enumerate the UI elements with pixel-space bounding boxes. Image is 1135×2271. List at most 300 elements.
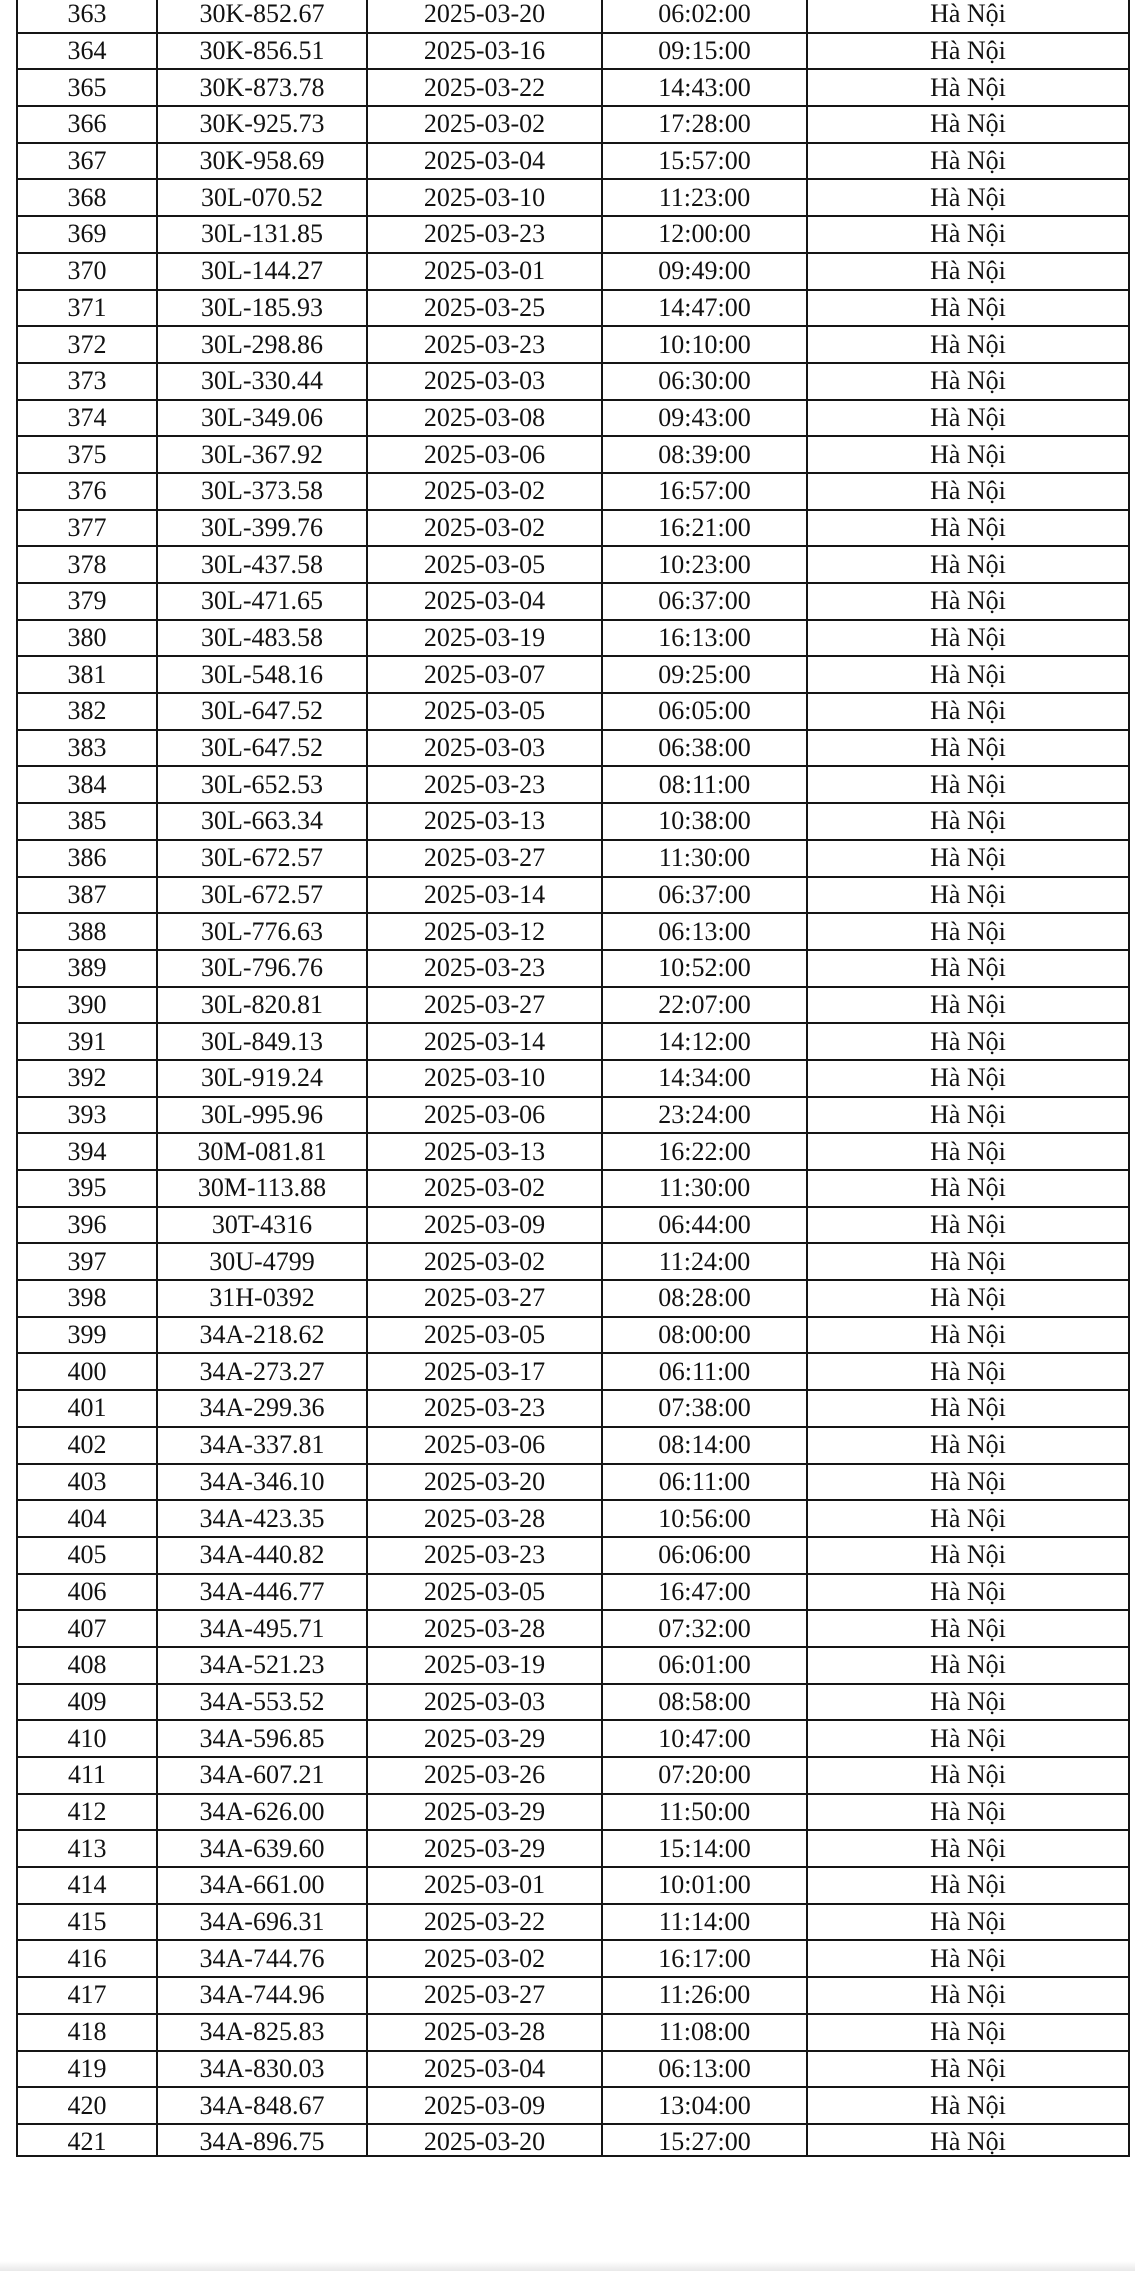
location-cell: Hà Nội [807,1097,1129,1134]
time-cell: 11:08:00 [602,2014,807,2051]
time-cell: 07:32:00 [602,1610,807,1647]
plate-cell: 30L-330.44 [157,363,367,400]
location-cell: Hà Nội [807,1170,1129,1207]
time-cell: 16:22:00 [602,1133,807,1170]
table-row [17,730,1129,767]
date-cell: 2025-03-06 [367,1097,602,1134]
table-row [17,1243,1129,1280]
plate-cell: 30L-796.76 [157,950,367,987]
date-cell: 2025-03-23 [367,216,602,253]
plate-cell: 34A-626.00 [157,1794,367,1831]
date-cell: 2025-03-13 [367,1133,602,1170]
table-row [17,913,1129,950]
table-row [17,1684,1129,1721]
location-cell: Hà Nội [807,69,1129,106]
table-row [17,33,1129,70]
date-cell: 2025-03-13 [367,803,602,840]
plate-cell: 30L-652.53 [157,766,367,803]
time-cell: 06:11:00 [602,1353,807,1390]
table-row [17,1537,1129,1574]
table-row [17,2051,1129,2088]
row-number-cell: 363 [17,0,157,33]
date-cell: 2025-03-09 [367,1207,602,1244]
plate-cell: 34A-596.85 [157,1720,367,1757]
location-cell: Hà Nội [807,1537,1129,1574]
time-cell: 08:39:00 [602,436,807,473]
date-cell: 2025-03-28 [367,1610,602,1647]
time-cell: 09:25:00 [602,656,807,693]
row-number-cell: 391 [17,1023,157,1060]
date-cell: 2025-03-27 [367,840,602,877]
time-cell: 22:07:00 [602,987,807,1024]
date-cell: 2025-03-26 [367,1757,602,1794]
location-cell: Hà Nội [807,1464,1129,1501]
table-row [17,363,1129,400]
plate-cell: 30L-849.13 [157,1023,367,1060]
table-row [17,326,1129,363]
table-row [17,1867,1129,1904]
plate-cell: 30L-373.58 [157,473,367,510]
table-row [17,1353,1129,1390]
location-cell: Hà Nội [807,436,1129,473]
date-cell: 2025-03-19 [367,1647,602,1684]
date-cell: 2025-03-28 [367,1500,602,1537]
date-cell: 2025-03-04 [367,583,602,620]
date-cell: 2025-03-02 [367,473,602,510]
time-cell: 06:38:00 [602,730,807,767]
date-cell: 2025-03-02 [367,1170,602,1207]
location-cell: Hà Nội [807,33,1129,70]
row-number-cell: 405 [17,1537,157,1574]
plate-cell: 30L-131.85 [157,216,367,253]
time-cell: 06:37:00 [602,877,807,914]
table-row [17,1060,1129,1097]
time-cell: 06:13:00 [602,2051,807,2088]
table-row [17,106,1129,143]
time-cell: 11:30:00 [602,1170,807,1207]
plate-cell: 30L-070.52 [157,179,367,216]
date-cell: 2025-03-03 [367,363,602,400]
location-cell: Hà Nội [807,106,1129,143]
row-number-cell: 369 [17,216,157,253]
plate-cell: 34A-521.23 [157,1647,367,1684]
date-cell: 2025-03-14 [367,877,602,914]
plate-cell: 30M-081.81 [157,1133,367,1170]
plate-cell: 34A-440.82 [157,1537,367,1574]
plate-cell: 30U-4799 [157,1243,367,1280]
row-number-cell: 367 [17,143,157,180]
row-number-cell: 413 [17,1830,157,1867]
location-cell: Hà Nội [807,913,1129,950]
table-row [17,950,1129,987]
date-cell: 2025-03-23 [367,950,602,987]
date-cell: 2025-03-04 [367,2051,602,2088]
table-row [17,1023,1129,1060]
table-row [17,693,1129,730]
table-row [17,656,1129,693]
plate-cell: 30K-925.73 [157,106,367,143]
table-row [17,877,1129,914]
location-cell: Hà Nội [807,730,1129,767]
plate-cell: 30L-349.06 [157,400,367,437]
location-cell: Hà Nội [807,1574,1129,1611]
table-row [17,1940,1129,1977]
time-cell: 06:13:00 [602,913,807,950]
plate-cell: 34A-346.10 [157,1464,367,1501]
location-cell: Hà Nội [807,1720,1129,1757]
time-cell: 15:57:00 [602,143,807,180]
table-row [17,1794,1129,1831]
row-number-cell: 373 [17,363,157,400]
table-row [17,216,1129,253]
location-cell: Hà Nội [807,1647,1129,1684]
plate-cell: 30M-113.88 [157,1170,367,1207]
plate-cell: 30K-958.69 [157,143,367,180]
table-row [17,1830,1129,1867]
location-cell: Hà Nội [807,2014,1129,2051]
table-row [17,436,1129,473]
table-row [17,1207,1129,1244]
date-cell: 2025-03-05 [367,1574,602,1611]
date-cell: 2025-03-23 [367,1537,602,1574]
date-cell: 2025-03-06 [367,436,602,473]
location-cell: Hà Nội [807,1243,1129,1280]
plate-cell: 30L-647.52 [157,693,367,730]
plate-cell: 34A-218.62 [157,1317,367,1354]
row-number-cell: 395 [17,1170,157,1207]
row-number-cell: 419 [17,2051,157,2088]
table-row [17,1574,1129,1611]
location-cell: Hà Nội [807,0,1129,33]
plate-cell: 30L-647.52 [157,730,367,767]
date-cell: 2025-03-01 [367,253,602,290]
plate-cell: 34A-830.03 [157,2051,367,2088]
date-cell: 2025-03-10 [367,179,602,216]
location-cell: Hà Nội [807,693,1129,730]
date-cell: 2025-03-23 [367,766,602,803]
date-cell: 2025-03-14 [367,1023,602,1060]
location-cell: Hà Nội [807,1427,1129,1464]
plate-cell: 34A-896.75 [157,2124,367,2156]
violations-table [16,0,1130,2157]
row-number-cell: 380 [17,620,157,657]
time-cell: 15:14:00 [602,1830,807,1867]
date-cell: 2025-03-20 [367,0,602,33]
location-cell: Hà Nội [807,1684,1129,1721]
time-cell: 10:38:00 [602,803,807,840]
date-cell: 2025-03-05 [367,693,602,730]
location-cell: Hà Nội [807,1133,1129,1170]
time-cell: 11:23:00 [602,179,807,216]
plate-cell: 34A-639.60 [157,1830,367,1867]
table-row [17,1280,1129,1317]
row-number-cell: 390 [17,987,157,1024]
time-cell: 14:47:00 [602,290,807,327]
time-cell: 11:50:00 [602,1794,807,1831]
row-number-cell: 421 [17,2124,157,2156]
row-number-cell: 379 [17,583,157,620]
date-cell: 2025-03-12 [367,913,602,950]
plate-cell: 34A-744.76 [157,1940,367,1977]
location-cell: Hà Nội [807,2051,1129,2088]
page-edge-shadow [0,2261,1135,2271]
time-cell: 10:10:00 [602,326,807,363]
row-number-cell: 386 [17,840,157,877]
plate-cell: 30L-185.93 [157,290,367,327]
time-cell: 10:23:00 [602,546,807,583]
plate-cell: 34A-337.81 [157,1427,367,1464]
location-cell: Hà Nội [807,950,1129,987]
date-cell: 2025-03-29 [367,1830,602,1867]
table-row [17,290,1129,327]
table-row [17,1464,1129,1501]
table-row [17,1133,1129,1170]
plate-cell: 30L-298.86 [157,326,367,363]
time-cell: 09:15:00 [602,33,807,70]
date-cell: 2025-03-03 [367,730,602,767]
plate-cell: 34A-553.52 [157,1684,367,1721]
table-row [17,1757,1129,1794]
location-cell: Hà Nội [807,656,1129,693]
date-cell: 2025-03-20 [367,1464,602,1501]
location-cell: Hà Nội [807,2087,1129,2124]
time-cell: 06:11:00 [602,1464,807,1501]
time-cell: 10:56:00 [602,1500,807,1537]
time-cell: 07:38:00 [602,1390,807,1427]
date-cell: 2025-03-27 [367,1280,602,1317]
location-cell: Hà Nội [807,1500,1129,1537]
table-row [17,1647,1129,1684]
row-number-cell: 378 [17,546,157,583]
time-cell: 11:14:00 [602,1904,807,1941]
plate-cell: 30L-437.58 [157,546,367,583]
row-number-cell: 383 [17,730,157,767]
location-cell: Hà Nội [807,1280,1129,1317]
location-cell: Hà Nội [807,1867,1129,1904]
row-number-cell: 408 [17,1647,157,1684]
row-number-cell: 415 [17,1904,157,1941]
location-cell: Hà Nội [807,546,1129,583]
time-cell: 16:17:00 [602,1940,807,1977]
time-cell: 11:30:00 [602,840,807,877]
date-cell: 2025-03-04 [367,143,602,180]
plate-cell: 34A-661.00 [157,1867,367,1904]
time-cell: 13:04:00 [602,2087,807,2124]
plate-cell: 30L-483.58 [157,620,367,657]
table-row [17,2087,1129,2124]
table-row [17,546,1129,583]
date-cell: 2025-03-27 [367,1977,602,2014]
location-cell: Hà Nội [807,1977,1129,2014]
row-number-cell: 393 [17,1097,157,1134]
plate-cell: 30T-4316 [157,1207,367,1244]
row-number-cell: 396 [17,1207,157,1244]
date-cell: 2025-03-07 [367,656,602,693]
plate-cell: 31H-0392 [157,1280,367,1317]
plate-cell: 34A-848.67 [157,2087,367,2124]
time-cell: 12:00:00 [602,216,807,253]
table-row [17,253,1129,290]
time-cell: 14:34:00 [602,1060,807,1097]
table-row [17,143,1129,180]
row-number-cell: 365 [17,69,157,106]
plate-cell: 30L-995.96 [157,1097,367,1134]
date-cell: 2025-03-20 [367,2124,602,2156]
row-number-cell: 410 [17,1720,157,1757]
row-number-cell: 407 [17,1610,157,1647]
row-number-cell: 400 [17,1353,157,1390]
table-row [17,620,1129,657]
table-row [17,1097,1129,1134]
row-number-cell: 370 [17,253,157,290]
date-cell: 2025-03-02 [367,1243,602,1280]
location-cell: Hà Nội [807,803,1129,840]
date-cell: 2025-03-08 [367,400,602,437]
location-cell: Hà Nội [807,583,1129,620]
time-cell: 06:37:00 [602,583,807,620]
table-row [17,69,1129,106]
row-number-cell: 420 [17,2087,157,2124]
date-cell: 2025-03-17 [367,1353,602,1390]
time-cell: 16:57:00 [602,473,807,510]
table-row [17,1500,1129,1537]
location-cell: Hà Nội [807,326,1129,363]
row-number-cell: 374 [17,400,157,437]
table-row [17,1610,1129,1647]
table-row [17,1170,1129,1207]
date-cell: 2025-03-29 [367,1720,602,1757]
row-number-cell: 398 [17,1280,157,1317]
row-number-cell: 397 [17,1243,157,1280]
location-cell: Hà Nội [807,2124,1129,2156]
date-cell: 2025-03-29 [367,1794,602,1831]
location-cell: Hà Nội [807,143,1129,180]
table-row [17,2124,1129,2156]
table-row [17,766,1129,803]
location-cell: Hà Nội [807,987,1129,1024]
location-cell: Hà Nội [807,1023,1129,1060]
row-number-cell: 364 [17,33,157,70]
row-number-cell: 399 [17,1317,157,1354]
plate-cell: 30L-144.27 [157,253,367,290]
plate-cell: 34A-495.71 [157,1610,367,1647]
plate-cell: 34A-299.36 [157,1390,367,1427]
row-number-cell: 412 [17,1794,157,1831]
date-cell: 2025-03-02 [367,510,602,547]
table-row [17,179,1129,216]
location-cell: Hà Nội [807,510,1129,547]
time-cell: 14:12:00 [602,1023,807,1060]
table-row [17,1720,1129,1757]
time-cell: 09:43:00 [602,400,807,437]
location-cell: Hà Nội [807,1390,1129,1427]
time-cell: 10:47:00 [602,1720,807,1757]
date-cell: 2025-03-02 [367,106,602,143]
date-cell: 2025-03-23 [367,1390,602,1427]
date-cell: 2025-03-25 [367,290,602,327]
plate-cell: 30K-873.78 [157,69,367,106]
row-number-cell: 375 [17,436,157,473]
row-number-cell: 411 [17,1757,157,1794]
row-number-cell: 376 [17,473,157,510]
row-number-cell: 371 [17,290,157,327]
plate-cell: 30L-471.65 [157,583,367,620]
date-cell: 2025-03-09 [367,2087,602,2124]
row-number-cell: 368 [17,179,157,216]
date-cell: 2025-03-10 [367,1060,602,1097]
location-cell: Hà Nội [807,877,1129,914]
plate-cell: 30L-663.34 [157,803,367,840]
time-cell: 06:44:00 [602,1207,807,1244]
plate-cell: 34A-696.31 [157,1904,367,1941]
time-cell: 06:30:00 [602,363,807,400]
table-row [17,0,1129,33]
row-number-cell: 417 [17,1977,157,2014]
time-cell: 17:28:00 [602,106,807,143]
date-cell: 2025-03-05 [367,1317,602,1354]
time-cell: 08:14:00 [602,1427,807,1464]
row-number-cell: 392 [17,1060,157,1097]
location-cell: Hà Nội [807,840,1129,877]
table-row [17,583,1129,620]
location-cell: Hà Nội [807,1757,1129,1794]
plate-cell: 34A-825.83 [157,2014,367,2051]
row-number-cell: 404 [17,1500,157,1537]
date-cell: 2025-03-06 [367,1427,602,1464]
row-number-cell: 401 [17,1390,157,1427]
date-cell: 2025-03-22 [367,69,602,106]
table-row [17,2014,1129,2051]
row-number-cell: 389 [17,950,157,987]
location-cell: Hà Nội [807,216,1129,253]
time-cell: 08:11:00 [602,766,807,803]
location-cell: Hà Nội [807,179,1129,216]
date-cell: 2025-03-19 [367,620,602,657]
row-number-cell: 366 [17,106,157,143]
row-number-cell: 406 [17,1574,157,1611]
location-cell: Hà Nội [807,1904,1129,1941]
time-cell: 06:02:00 [602,0,807,33]
table-row [17,1317,1129,1354]
row-number-cell: 416 [17,1940,157,1977]
row-number-cell: 418 [17,2014,157,2051]
row-number-cell: 388 [17,913,157,950]
time-cell: 15:27:00 [602,2124,807,2156]
date-cell: 2025-03-03 [367,1684,602,1721]
location-cell: Hà Nội [807,1353,1129,1390]
plate-cell: 30L-399.76 [157,510,367,547]
location-cell: Hà Nội [807,620,1129,657]
time-cell: 16:47:00 [602,1574,807,1611]
row-number-cell: 414 [17,1867,157,1904]
time-cell: 08:28:00 [602,1280,807,1317]
date-cell: 2025-03-23 [367,326,602,363]
plate-cell: 34A-423.35 [157,1500,367,1537]
table-row [17,840,1129,877]
time-cell: 09:49:00 [602,253,807,290]
time-cell: 10:52:00 [602,950,807,987]
plate-cell: 30L-367.92 [157,436,367,473]
time-cell: 14:43:00 [602,69,807,106]
row-number-cell: 384 [17,766,157,803]
table-row [17,1390,1129,1427]
time-cell: 23:24:00 [602,1097,807,1134]
table-row [17,987,1129,1024]
time-cell: 06:05:00 [602,693,807,730]
time-cell: 08:58:00 [602,1684,807,1721]
table-row [17,1427,1129,1464]
row-number-cell: 409 [17,1684,157,1721]
